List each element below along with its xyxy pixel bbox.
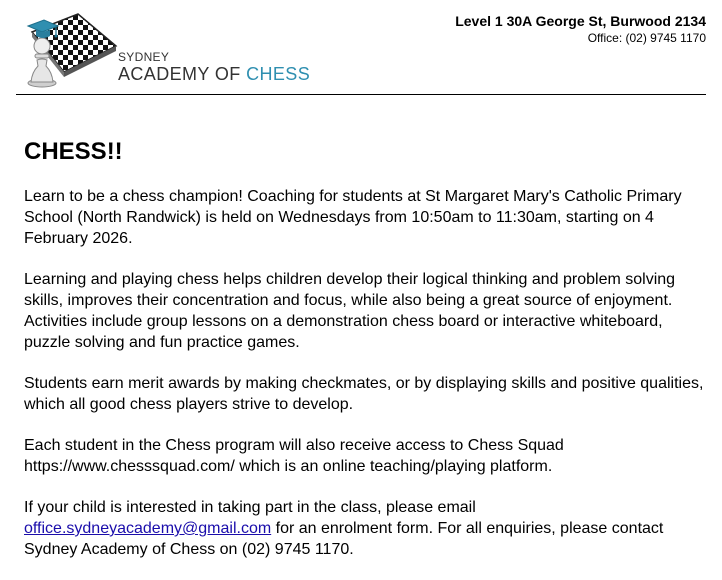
- paragraph-enrolment: [24, 497, 704, 560]
- enrolment-text-before: If your child is interested in taking part in the class, please email: [24, 499, 476, 516]
- paragraph-chess-squad: Each student in the Chess program will also receive access to Chess Squad https://www.chesssquad.com/ which is an online teaching/playing platform.: [24, 437, 564, 475]
- logo-text-chess: CHESS: [246, 64, 311, 84]
- page-title: CHESS!!: [24, 138, 123, 165]
- office-phone: Office: (02) 9745 1170: [587, 31, 706, 45]
- contact-block: [455, 13, 706, 46]
- paragraph-benefits: Learning and playing chess helps children develop their logical thinking and problem solving skills, improves their concentration and focus, while also being a great source of enjoyment. Activities include group lessons on a demonstration chess board or interactive whiteboard, puzzle solving and fun practice games.: [24, 271, 676, 351]
- street-address: Level 1 30A George St, Burwood 2134: [455, 13, 706, 29]
- paragraph-intro: Learn to be a chess champion! Coaching for students at St Margaret Mary's Catholic Primary School (North Randwick) is held on Wednesdays from 10:50am to 11:30am, starting on 4 February 2026.: [24, 188, 682, 247]
- chessboard-pawn-icon: [18, 10, 118, 90]
- logo-text-sydney: SYDNEY: [118, 50, 170, 64]
- academy-logo: [18, 10, 311, 90]
- enrolment-text-after: for an enrolment form. For all enquiries, please contact Sydney Academy of Chess on (02) 9745 1170.: [24, 520, 664, 558]
- logo-text-academy-of: ACADEMY OF: [118, 64, 247, 84]
- header-divider: [16, 94, 706, 95]
- logo-text-academy: [118, 64, 310, 84]
- paragraph-awards: Students earn merit awards by making checkmates, or by displaying skills and positive qualities, which all good chess players strive to develop.: [24, 375, 704, 413]
- page-header: [0, 0, 722, 96]
- email-link[interactable]: office.sydneyacademy@gmail.com: [24, 520, 272, 537]
- main-content: [24, 138, 704, 580]
